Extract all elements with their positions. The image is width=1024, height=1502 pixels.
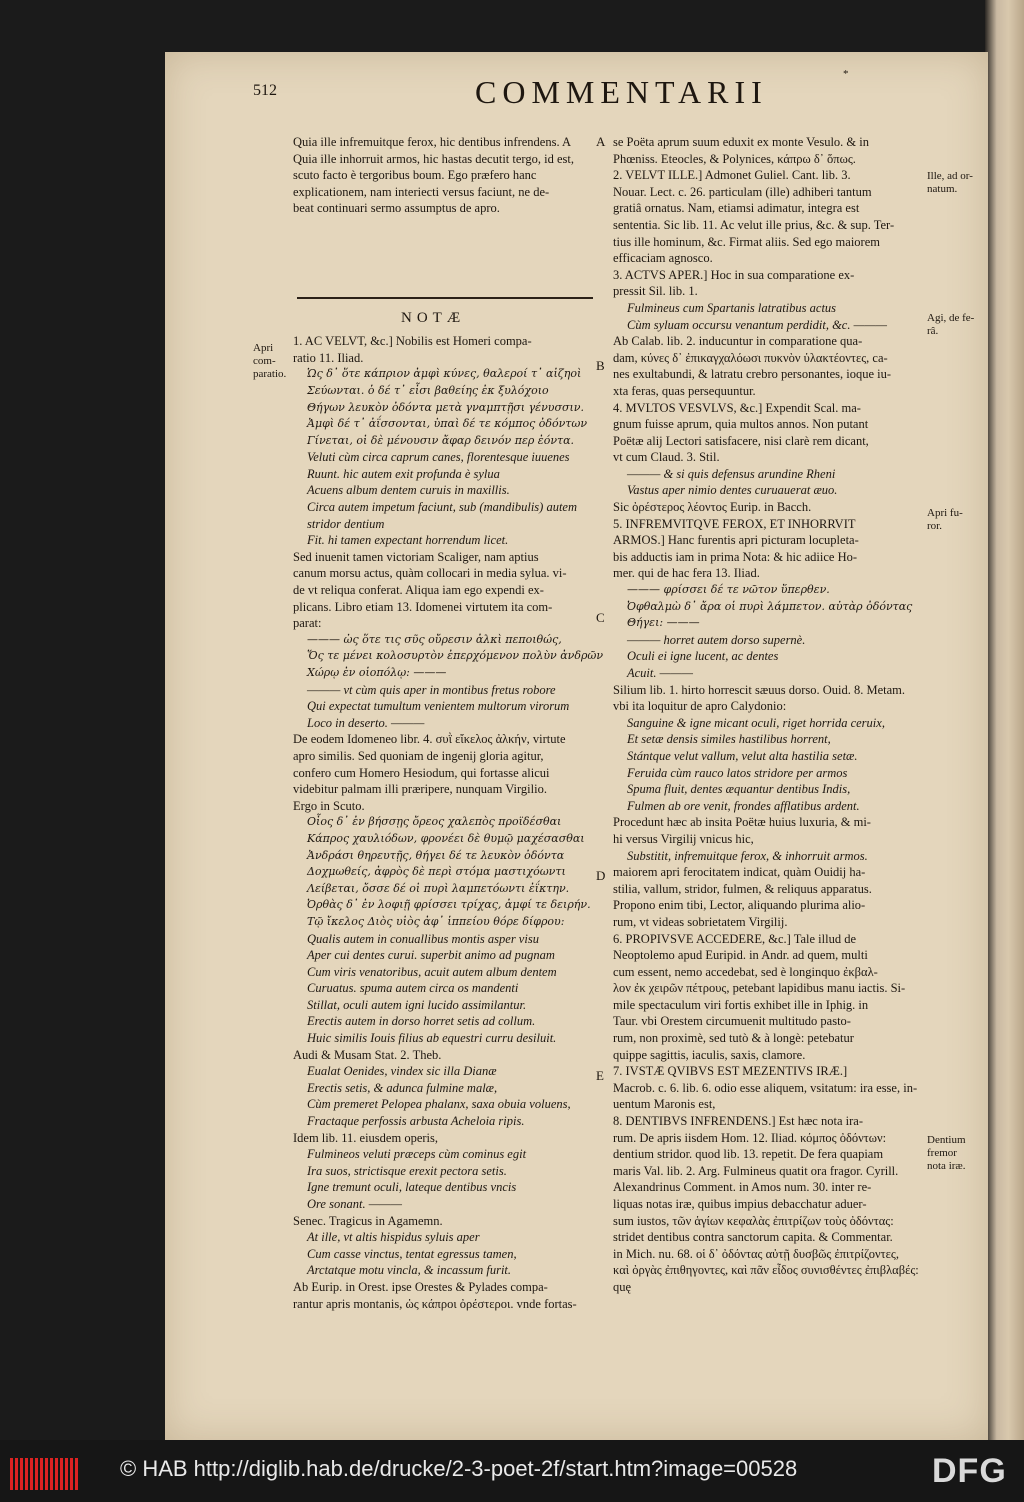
text-line: se Poëta aprum suum eduxit ex monte Vesulo. & in [613,135,869,149]
text-line: Taur. vbi Orestem circumuenit multitudo pasto- [613,1014,851,1029]
section-letter-c: C [596,610,605,625]
text-line: Quia ille infremuitque ferox, hic dentibus infrendens. A [293,135,572,149]
text-line: Ruunt. hic autem exit profunda è sylua [307,466,500,481]
spacer-line [293,250,595,267]
text-line: ——— horret autem dorso supernè. [627,632,806,647]
text-line: Aper cui dentes curui. superbit animo ad pugnam [307,948,555,963]
page-number: 512 [253,82,277,99]
footer-bar [0,1440,1024,1502]
copyright-url[interactable]: © HAB http://diglib.hab.de/drucke/2-3-poet-2f/start.htm?image=00528 [120,1456,798,1481]
text-line: liquas notas iræ, quibus impius debacchatur aduer- [613,1197,867,1211]
text-line: Stántque velut vallum, velut alta hastilia setæ. [627,748,858,763]
text-line: stilia, vallum, stridor, fulmen, & reliquus apparatus. [613,881,872,896]
text-line: Oculi ei igne lucent, ac dentes [627,649,779,664]
text-line: videbitur palmam illi præripere, nunquam Virgilio. [293,782,547,797]
text-line: λον ἐκ χειρῶν πέτρους, petebant lapidibus manu iactis. Si- [613,981,906,996]
text-line: Loco in deserto. ——— [307,715,425,730]
text-line: pressit Sil. lib. 1. [613,284,698,299]
text-line: Fit. hi tamen expectant horrendum licet. [307,533,509,548]
margin-note-right-2: Agi, de fe- râ. [927,312,975,337]
text-line: efficaciam agnosco. [613,251,713,266]
text-line: vt cum Claud. 3. Stil. [613,450,720,465]
text-line: scuto facto è tergoribus boum. Ego præfero hanc [293,168,537,183]
text-line: Procedunt hæc ab insita Poëtæ huius luxuria, & mi- [613,815,871,830]
text-line: 6. PROPIVSVE ACCEDERE, &c.] Tale illud de [613,931,856,946]
text-line: Ὡς δ᾽ ὅτε κάπριον ἀμφὶ κύνες, θαλεροί τ᾽ αἰζηοὶ [307,367,582,381]
notae-rule [297,297,593,299]
text-line: explicationem, nam interiecti versus faciunt, ne de- [293,184,550,199]
text-line: plicans. Libro etiam 13. Idomenei virtutem ita com- [293,599,553,614]
text-line: apro similis. Sed quoniam de ingenij gloria agitur, [293,748,544,763]
text-line: Idem lib. 11. eiusdem operis, [293,1130,438,1145]
text-line: Fractaque perfossis arbusta Acheloia ripis. [307,1114,525,1129]
text-line: Nouar. Lect. c. 26. particulam (ille) adhiberi tantum [613,184,872,199]
right-column [613,134,919,1296]
margin-note-right-4: Dentium fremor nota iræ. [927,1134,966,1172]
text-line: Ira suos, strictisque erexit pectora setis. [307,1163,507,1178]
margin-note-right-1: Ille, ad or- natum. [927,170,973,195]
text-line: At ille, vt altis hispidus syluis aper [307,1230,480,1245]
text-line: rum, non proximè, sed tutò & à longè: petebatur [613,1031,854,1046]
text-line: Ore sonant. ——— [307,1197,403,1211]
text-line: Cum viris venatoribus, acuit autem album dentem [307,964,557,979]
text-line: 3. ACTVS APER.] Hoc in sua comparatione ex- [613,267,855,282]
text-line: uentum Maronis est, [613,1097,716,1112]
text-line: cum essent, nemo accedebat, sed è longinquo ἐκβαλ- [613,964,878,979]
section-letter-b: B [596,358,605,373]
text-line: Phœniss. Eteocles, & Polynices, κάπρω δ᾽ ὅπως. [613,151,856,166]
text-line: ratio 11. Iliad. [293,350,364,365]
text-line: Κάπρος χαυλιόδων, φρονέει δὲ θυμῷ μαχέσασθαι [307,831,585,845]
text-line: Eualat Oenides, vindex sic illa Dianæ [307,1064,497,1079]
text-line: 1. AC VELVT, &c.] Nobilis est Homeri compa- [293,334,532,349]
text-line: ——— ὡς ὅτε τις σῦς οὔρεσιν ἀλκὶ πεποιθώς, [307,632,562,646]
barcode-icon [10,1458,80,1490]
text-line: Stillat, oculi autem igni lucido assimilantur. [307,997,527,1012]
text-line: Ab Eurip. in Orest. ipse Orestes & Pylades compa- [293,1279,548,1294]
text-line: Feruida cùm rauco latos stridore per armos [627,765,848,780]
text-line: maiorem apri ferocitatem indicat, quàm Ouidij ha- [613,865,866,880]
text-line: Sic ὀρέστερος λέοντος Eurip. in Bacch. [613,500,812,515]
text-line: Λείβεται, ὄσσε δέ οἱ πυρὶ λαμπετόωντι ἐΐκτην. [307,881,570,895]
text-line: Neoptolemo apud Euripid. in Andr. ad quem, multi [613,948,868,963]
section-letter-e: E [596,1068,604,1083]
text-line: Et setæ densis similes hastilibus horrent, [627,732,831,747]
text-line: 5. INFREMVITQVE FEROX, ET INHORRVIT [613,516,856,531]
text-line: Qualis autem in conuallibus montis asper visu [307,931,539,946]
text-line: Γίνεται, οἱ δὲ μένουσιν ἄφαρ δεινόν περ ἐόντα. [307,433,575,447]
section-letter-a: A [596,134,606,149]
text-line: Θήγων λευκὸν ὀδόντα μετὰ γναμπτῇσι γένυσσιν. [307,400,584,414]
section-letter-d: D [596,868,606,883]
text-line: tius ille hominum, &c. Firmat aliis. Sed ego maiorem [613,234,880,249]
text-line: ARMOS.] Hanc furentis apri picturam locupleta- [613,533,859,548]
text-line: quippe sagittis, iaculis, saxis, clamore. [613,1047,806,1062]
text-line: Θήγει: ——— [627,616,700,630]
text-line: Ἀμφὶ δέ τ᾽ ἀΐσσονται, ὑπαὶ δέ τε κόμπος ὀδόντων [307,417,588,431]
text-line: Χώρῳ ἐν οἰοπόλῳ: ——— [307,666,447,679]
text-line: rum. De apris iisdem Hom. 12. Iliad. κόμπος ὀδόντων: [613,1130,887,1145]
text-line: Ὀρθὰς δ᾽ ἐν λοφιῇ φρίσσει τρίχας, ἀμφί τε δειρήν. [307,898,591,912]
text-line: Senec. Tragicus in Agamemn. [293,1213,443,1228]
text-line: Silium lib. 1. hirto horrescit sæuus dorso. Ouid. 8. Metam. [613,682,906,697]
text-line: Huic similis Iouis filius ab equestri curru desiluit. [307,1031,557,1046]
text-line: canum morsu actus, quàm collocari in media sylua. vi- [293,566,567,581]
text-line: Τῷ ἴκελος Διὸς υἱὸς ἀφ᾽ ἱππείου θόρε δίφρου: [307,914,565,928]
text-line: Erectis setis, & adunca fulmine malæ, [307,1080,498,1095]
page-star: * [843,68,849,80]
text-line: Ab Calab. lib. 2. inducuntur in comparatione qua- [613,334,863,349]
text-line: quę [613,1279,632,1294]
text-line: Cum casse vinctus, tentat egressus tamen, [307,1246,517,1261]
text-line: gnum fuisse aprum, quia multos annos. Non putant [613,417,869,432]
text-line: Quia ille inhorruit armos, hic hastas decutit tergo, id est, [293,151,574,166]
text-line: bis adductis iam in prima Nota: & hic adiice Ho- [613,549,858,564]
text-line: Erectis autem in dorso horret setis ad collum. [307,1014,536,1029]
text-line: vbi ita loquitur de apro Calydonio: [613,699,787,714]
text-line: ——— φρίσσει δέ τε νῶτον ὕπερθεν. [627,583,830,597]
text-line: Vastus aper nimio dentes curuauerat æuo. [627,483,838,498]
text-line: Igne tremunt oculi, lateque dentibus vncis [307,1180,517,1195]
text-line: ——— vt cùm quis aper in montibus fretus robore [307,682,556,697]
text-line: Ὀφθαλμὼ δ᾽ ἄρα οἱ πυρὶ λάμπετον. αὐτὰρ ὀδόντας [627,599,913,613]
text-line: Qui expectat tumultum venientem multorum virorum [307,699,570,714]
text-line: Poëtæ alij Lectori satisfacere, nisi clarè rem dicant, [613,433,869,448]
text-line: 2. VELVT ILLE.] Admonet Guliel. Cant. lib. 3. [613,168,851,183]
text-line: Curuatus. spuma autem circa os mandenti [307,981,519,996]
text-line: Οἷος δ᾽ ἐν βήσσῃς ὄρεος χαλεπὸς προϊδέσθαι [307,815,562,829]
document-page [165,52,988,1440]
text-line: mile spectaculum viri fortis exhibet ille in Iphig. in [613,997,869,1012]
text-line: Veluti cùm circa caprum canes, florentesque iuuenes [307,450,570,465]
text-line: dam, κύνες δ᾽ ἐπικαγχαλόωσι πυκνὸν ὑλακτέοντες, ca- [613,350,888,365]
text-line: Alexandrinus Comment. in Amos num. 30. inter re- [613,1180,872,1195]
text-line: ——— & si quis defensus arundine Rheni [627,466,836,481]
text-line: Substitit, infremuitque ferox, & inhorruit armos. [627,848,868,863]
text-line: Ὅς τε μένει κολοσυρτὸν ἐπερχόμενον πολὺν ἀνδρῶν [307,649,604,663]
text-line: Acuit. ——— [627,666,693,680]
text-line: parat: [293,616,322,631]
text-line: Ergo in Scuto. [293,798,365,813]
text-line: 4. MVLTOS VESVLVS, &c.] Expendit Scal. ma- [613,400,861,415]
text-line: confero cum Homero Hesiodum, qui fortasse alicui [293,765,550,780]
text-line: rum, vt videas sobrietatem Virgilij. [613,914,788,929]
text-line: nes exultabundi, & latratu crebro personantes, ioque iu- [613,367,892,382]
text-line: Cùm premeret Pelopea phalanx, saxa obuia voluens, [307,1097,571,1112]
spacer-line [293,217,595,234]
right-page-strip [985,0,1024,1440]
margin-note-right-3: Apri fu- ror. [927,507,963,532]
text-line: Fulmineus cum Spartanis latratibus actus [627,300,837,315]
running-head: COMMENTARII [475,74,768,110]
text-line: mer. qui de hac fera 13. Iliad. [613,566,760,581]
text-line: Arctatque motu vincla, & incassum furit. [307,1263,512,1278]
text-line: Sed inuenit tamen victoriam Scaliger, nam aptius [293,549,539,564]
spacer-line [293,267,595,284]
text-line: 7. IVSTÆ QVIBVS EST MEZENTIVS IRÆ.] [613,1064,848,1079]
text-line: sententia. Sic lib. 11. Ac velut ille prius, &c. & sup. Ter- [613,217,895,232]
text-line: hi versus Virgilij vnicus hic, [613,831,754,846]
text-line: Fulmen ab ore venit, frondes afflatibus ardent. [627,798,860,813]
text-line: dentium stridor. quod lib. 13. repetit. De fera quapiam [613,1147,884,1162]
text-line: stridor dentium [307,516,385,531]
text-line: in Mich. nu. 68. οἱ δ᾽ ὀδόντας αὐτῇ δυσβῶς ἐπιτρίζοντες, [613,1246,899,1261]
text-line: Circa autem impetum faciunt, sub (mandibulis) autem [307,500,577,515]
text-line: rantur apris montanis, ὡς κάπροι ὀρέστεροι. vnde fortas- [293,1296,577,1311]
text-line: Ἀνδράσι θηρευτῇς, θήγει δέ τε λευκὸν ὀδόντα [307,848,565,862]
text-line: de vt reliqua conferat. Aliqua iam ego expendi ex- [293,583,544,598]
text-line: Audi & Musam Stat. 2. Theb. [293,1047,442,1062]
text-line: Cùm syluam occursu venantum perdidit, &c. ——— [627,317,887,332]
text-line: Macrob. c. 6. lib. 6. odio esse aliquem, vsitatum: ira esse, in- [613,1080,918,1095]
text-line: Δοχμωθείς, ἀφρὸς δὲ περὶ στόμα μαστιχόωντι [307,865,566,879]
text-line: maris Val. lib. 2. Arg. Fulmineus quatit ora fragor. Cyrill. [613,1163,899,1178]
text-line: stridet dentibus contra sanctorum capita. & Commentar. [613,1230,893,1245]
notae-title: NOTÆ [401,310,466,326]
text-line: Spuma fluit, dentes æquantur dentibus Indis, [627,782,851,797]
text-line: gratiâ ornatus. Nam, etiamsi adimatur, integra est [613,201,860,216]
text-line: 8. DENTIBVS INFRENDENS.] Est hæc nota ira- [613,1114,863,1129]
text-line: De eodem Idomeneo libr. 4. συῒ εἴκελος ἀλκήν, virtute [293,732,566,747]
text-line: Fulmineos veluti præceps cùm cominus egit [307,1147,527,1162]
text-line: Σεύωνται. ὁ δέ τ᾽ εἶσι βαθείης ἐκ ξυλόχοιο [307,383,549,397]
text-line: xta feras, quas persequuntur. [613,383,756,398]
text-line: Sanguine & igne micant oculi, riget horrida ceruix, [627,715,885,730]
text-line: καὶ ὀργὰς ἐπιθηγοντες, καὶ πᾶν εἶδος συνισθέντες ἐπιβλαβές: [613,1263,919,1278]
text-line: beat continuari sermo assumptus de apro. [293,201,500,216]
margin-note-left: Apri com- paratio. [253,342,287,380]
spacer-line [293,234,595,251]
text-line: Acuens album dentem curuis in maxillis. [307,483,510,498]
text-line: sum iustos, τῶν ἁγίων κεφαλὰς ἐπιτρίζων τοὺς ὀδόντας: [613,1213,894,1228]
dfg-logo: DFG [932,1452,1007,1490]
text-line: Propono enim tibi, Lector, aliquando plurima alio- [613,898,866,913]
